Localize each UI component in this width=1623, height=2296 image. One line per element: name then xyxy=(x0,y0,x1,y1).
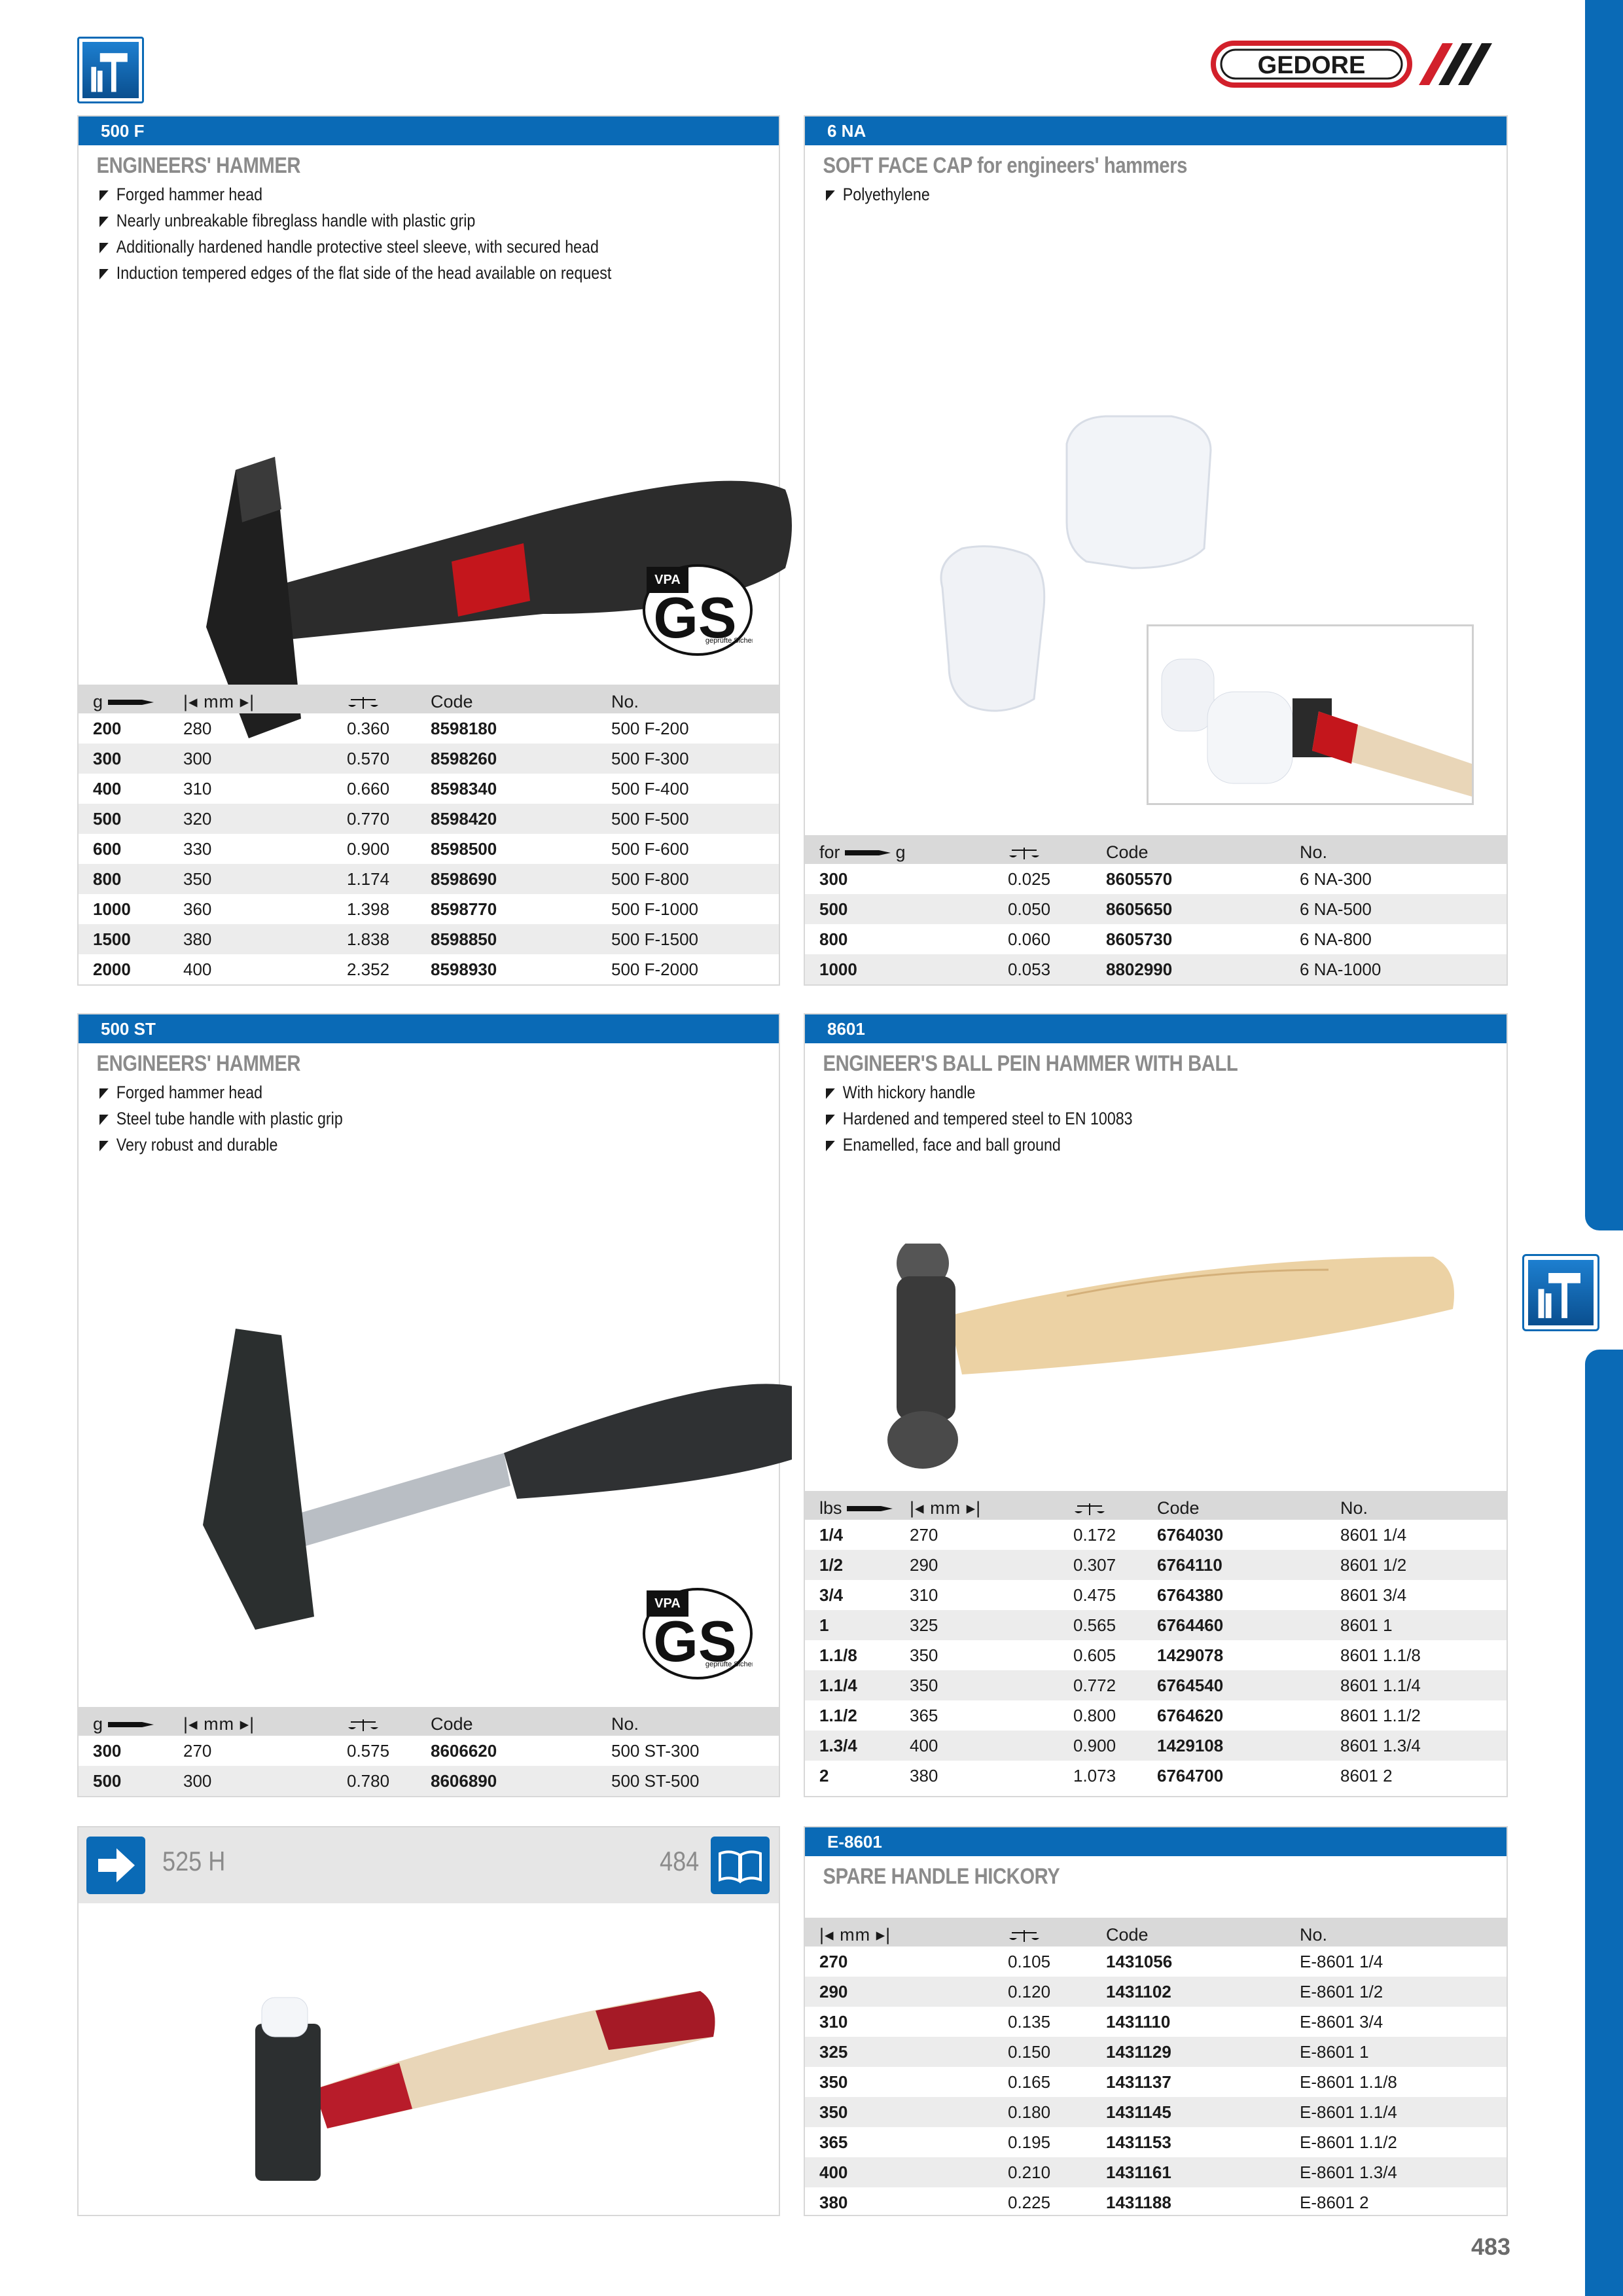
caps-on-hammer-inset xyxy=(1147,624,1474,805)
table-row: 800 0.060 8605730 6 NA-800 xyxy=(819,929,1372,949)
table-row: 380 0.225 1431188 E-8601 2 xyxy=(819,2192,1369,2212)
table-row: 2 380 1.073 6764700 8601 2 xyxy=(819,1765,1393,1785)
weight-arrow-icon xyxy=(845,848,891,858)
logo-text: GEDORE xyxy=(1257,52,1366,79)
col-number: No. xyxy=(1340,1491,1507,1520)
scale-icon xyxy=(1008,1929,1041,1943)
feature-list xyxy=(79,179,779,286)
table-row: 350 0.165 1431137 E-8601 1.1/8 xyxy=(819,2072,1397,2092)
col-weight-kg xyxy=(1073,1491,1157,1520)
spec-table xyxy=(805,1918,1507,2217)
table-row: 3/4 310 0.475 6764380 8601 3/4 xyxy=(819,1585,1407,1605)
hammer-category-icon xyxy=(1522,1254,1599,1331)
table-row: 325 0.150 1431129 E-8601 1 xyxy=(805,2037,1507,2067)
table-row: 1 325 0.565 6764460 8601 1 xyxy=(805,1610,1507,1640)
hammer-525h-image xyxy=(229,1978,726,2187)
arrow-right-icon[interactable] xyxy=(86,1837,145,1894)
table-row: 350 0.180 1431145 E-8601 1.1/4 xyxy=(805,2097,1507,2127)
col-number: No. xyxy=(1300,1918,1507,1946)
scale-icon xyxy=(1073,1502,1106,1516)
cross-reference-code[interactable]: 525 H xyxy=(162,1846,226,1876)
feature-item: Additionally hardened handle protective steel sleeve, with secured head xyxy=(99,234,684,260)
feature-item: Hardened and tempered steel to EN 10083 xyxy=(826,1105,1411,1132)
table-row: 1.1/2 365 0.800 6764620 8601 1.1/2 xyxy=(819,1705,1421,1725)
product-title: ENGINEER'S BALL PEIN HAMMER WITH BALL xyxy=(823,1051,1238,1076)
product-code: 500 F xyxy=(79,117,779,145)
gedore-logo xyxy=(1211,41,1499,88)
col-length-mm: |◂ mm ▸| xyxy=(910,1491,1073,1520)
col-number: No. xyxy=(611,1707,779,1736)
spec-table xyxy=(805,1491,1507,1791)
product-title: SOFT FACE CAP for engineers' hammers xyxy=(823,153,1187,178)
product-code: 6 NA xyxy=(805,117,1507,145)
svg-text:GS: GS xyxy=(653,585,737,650)
ball-pein-hammer-image xyxy=(870,1244,1472,1479)
gs-certification-badge xyxy=(643,1588,753,1679)
table-row: 200 280 0.360 8598180 500 F-200 xyxy=(93,718,689,738)
scale-icon xyxy=(1008,846,1041,861)
col-length-mm: |◂ mm ▸| xyxy=(183,685,347,713)
gs-certification-badge xyxy=(643,564,753,656)
table-row: 500 300 0.780 8606890 500 ST-500 xyxy=(79,1766,779,1796)
product-panel-500f xyxy=(77,115,780,986)
weight-arrow-icon xyxy=(108,1719,154,1730)
feature-item: Induction tempered edges of the flat side of the head available on request xyxy=(99,260,684,286)
col-number: No. xyxy=(611,685,779,713)
col-code: Code xyxy=(431,685,611,713)
svg-text:VPA: VPA xyxy=(654,1596,681,1611)
table-row: 500 0.050 8605650 6 NA-500 xyxy=(805,894,1507,924)
feature-list xyxy=(805,1077,1507,1158)
col-code: Code xyxy=(1106,1918,1300,1946)
table-row: 800 350 1.174 8598690 500 F-800 xyxy=(79,864,779,894)
table-row: 1.1/4 350 0.772 6764540 8601 1.1/4 xyxy=(805,1670,1507,1700)
page-number: 483 xyxy=(1471,2233,1511,2260)
table-row: 2000 400 2.352 8598930 500 F-2000 xyxy=(93,959,698,979)
col-weight-kg xyxy=(347,1707,431,1736)
table-row: 300 270 0.575 8606620 500 ST-300 xyxy=(93,1740,700,1761)
table-row: 270 0.105 1431056 E-8601 1/4 xyxy=(819,1951,1383,1971)
col-weight-lbs: lbs xyxy=(805,1491,910,1520)
table-row: 1.1/8 350 0.605 1429078 8601 1.1/8 xyxy=(819,1645,1421,1665)
svg-text:VPA: VPA xyxy=(654,573,681,587)
product-title: SPARE HANDLE HICKORY xyxy=(823,1864,1060,1889)
spec-table xyxy=(79,685,779,984)
product-code: 8601 xyxy=(805,1014,1507,1043)
table-row: 600 330 0.900 8598500 500 F-600 xyxy=(93,838,689,859)
cross-reference-panel xyxy=(77,1826,780,2216)
table-row: 400 310 0.660 8598340 500 F-400 xyxy=(93,778,689,798)
table-row: 365 0.195 1431153 E-8601 1.1/2 xyxy=(819,2132,1397,2152)
product-panel-6na xyxy=(804,115,1508,986)
product-code: E-8601 xyxy=(805,1827,1507,1856)
col-weight-kg xyxy=(1008,1918,1106,1946)
table-row: 1500 380 1.838 8598850 500 F-1500 xyxy=(79,924,779,954)
spec-table xyxy=(805,835,1507,984)
table-row: 310 0.135 1431110 E-8601 3/4 xyxy=(819,2011,1383,2032)
spec-table xyxy=(79,1707,779,1796)
col-weight-g: g xyxy=(79,1707,183,1736)
table-row: 1/4 270 0.172 6764030 8601 1/4 xyxy=(819,1524,1407,1545)
svg-text:geprüfte Sicherheit: geprüfte Siche xyxy=(705,1660,752,1668)
col-weight-kg xyxy=(347,685,431,713)
col-number: No. xyxy=(1300,835,1507,864)
table-row: 1000 0.053 8802990 6 NA-1000 xyxy=(805,954,1507,984)
feature-item: Nearly unbreakable fibreglass handle with plastic grip xyxy=(99,207,684,234)
table-row: 1.3/4 400 0.900 1429108 8601 1.3/4 xyxy=(805,1731,1507,1761)
col-for-weight: for g xyxy=(805,835,1008,864)
cross-reference-page[interactable]: 484 xyxy=(660,1846,700,1876)
table-row: 290 0.120 1431102 E-8601 1/2 xyxy=(805,1977,1507,2007)
scale-icon xyxy=(347,696,380,710)
weight-arrow-icon xyxy=(108,697,154,708)
sidebar-band-bottom xyxy=(1585,1350,1623,2296)
table-row: 1000 360 1.398 8598770 500 F-1000 xyxy=(93,899,698,919)
sidebar-band-top xyxy=(1585,0,1623,1230)
feature-item: With hickory handle xyxy=(826,1079,1411,1105)
svg-text:GS: GS xyxy=(653,1609,737,1674)
hammer-category-icon xyxy=(77,37,144,103)
feature-item: Very robust and durable xyxy=(99,1132,684,1158)
col-length-mm: |◂ mm ▸| xyxy=(805,1918,1008,1946)
col-code: Code xyxy=(1157,1491,1340,1520)
scale-icon xyxy=(347,1718,380,1732)
col-code: Code xyxy=(1106,835,1300,864)
col-weight-kg xyxy=(1008,835,1106,864)
product-panel-500st xyxy=(77,1013,780,1797)
col-code: Code xyxy=(431,1707,611,1736)
col-weight-g: g xyxy=(79,685,183,713)
product-code: 500 ST xyxy=(79,1014,779,1043)
table-row: 300 0.025 8605570 6 NA-300 xyxy=(819,869,1372,889)
feature-list xyxy=(805,179,1507,207)
feature-item: Polyethylene xyxy=(826,181,1411,207)
product-panel-8601 xyxy=(804,1013,1508,1797)
product-panel-e8601 xyxy=(804,1826,1508,2216)
table-row: 300 300 0.570 8598260 500 F-300 xyxy=(79,744,779,774)
table-row: 400 0.210 1431161 E-8601 1.3/4 xyxy=(805,2157,1507,2187)
weight-arrow-icon xyxy=(847,1503,893,1514)
feature-item: Steel tube handle with plastic grip xyxy=(99,1105,684,1132)
svg-text:geprüfte Sicherheit: geprüfte Siche xyxy=(705,637,752,645)
feature-list xyxy=(79,1077,779,1158)
product-title: ENGINEERS' HAMMER xyxy=(96,1051,301,1076)
book-icon[interactable] xyxy=(711,1837,770,1894)
col-length-mm: |◂ mm ▸| xyxy=(183,1707,347,1736)
table-row: 500 320 0.770 8598420 500 F-500 xyxy=(79,804,779,834)
feature-item: Forged hammer head xyxy=(99,181,684,207)
product-title: ENGINEERS' HAMMER xyxy=(96,153,301,178)
feature-item: Forged hammer head xyxy=(99,1079,684,1105)
table-row: 1/2 290 0.307 6764110 8601 1/2 xyxy=(805,1550,1507,1580)
feature-item: Enamelled, face and ball ground xyxy=(826,1132,1411,1158)
